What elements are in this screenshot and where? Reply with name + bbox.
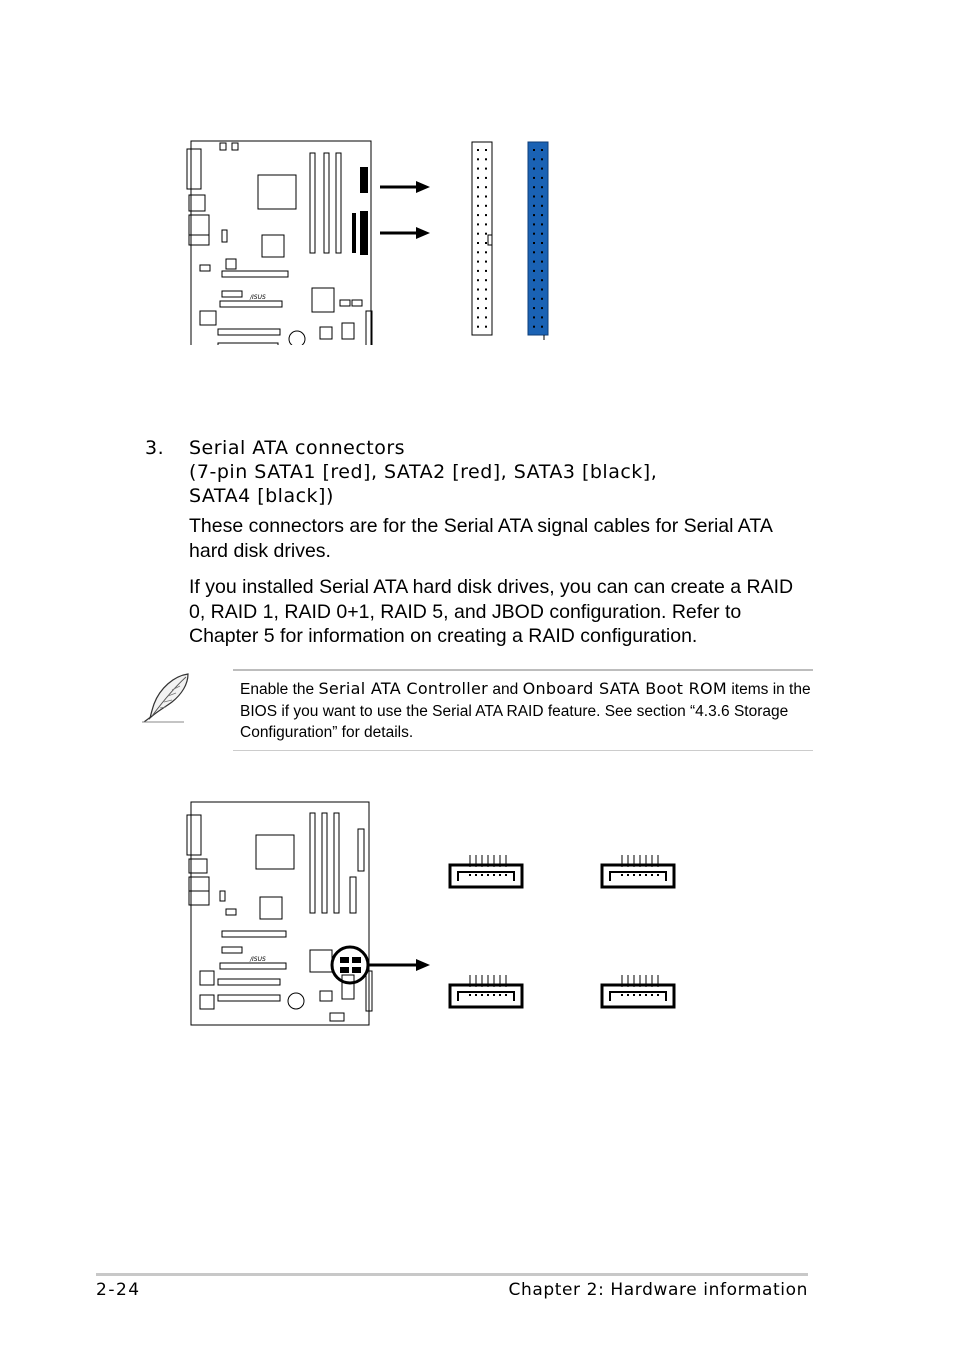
connector-pin	[533, 233, 535, 235]
feather-quill-icon	[138, 668, 196, 726]
connector-pin	[485, 168, 487, 170]
pointer-arrow-icon	[380, 181, 430, 193]
connector-pin	[485, 196, 487, 198]
connector-pin	[541, 279, 543, 281]
connector-pin	[533, 298, 535, 300]
connector-pin	[533, 279, 535, 281]
connector-pin	[485, 251, 487, 253]
connector-pin	[541, 233, 543, 235]
connector-pin	[485, 298, 487, 300]
connector-pin	[541, 158, 543, 160]
connector-pin	[485, 233, 487, 235]
connector-pin	[477, 177, 479, 179]
body-paragraph-1: These connectors are for the Serial ATA signal cables for Serial ATA hard disk drives.	[189, 515, 772, 562]
connector-pin	[485, 205, 487, 207]
connector-pin	[477, 298, 479, 300]
connector-pin	[533, 289, 535, 291]
connector-pin	[485, 326, 487, 328]
note-bottom-rule	[233, 750, 813, 751]
connector-pin	[485, 223, 487, 225]
connector-pin	[485, 177, 487, 179]
connector-pin	[533, 186, 535, 188]
page-number: 2-24	[96, 1280, 141, 1300]
connector-pin	[485, 158, 487, 160]
connector-pin	[541, 223, 543, 225]
connector-pin	[485, 316, 487, 318]
connector-pin	[477, 307, 479, 309]
connector-pin	[477, 158, 479, 160]
connector-pin	[485, 214, 487, 216]
connector-pin	[541, 326, 543, 328]
bios-item-serial-ata-controller: Serial ATA Controller	[318, 679, 489, 698]
connector-pin	[541, 261, 543, 263]
connector-pin	[533, 149, 535, 151]
note-top-rule	[233, 669, 813, 671]
footer-rule	[96, 1273, 808, 1276]
connector-pin	[533, 223, 535, 225]
connector-pin	[533, 168, 535, 170]
section-number: 3.	[145, 437, 165, 459]
connector-pin	[533, 196, 535, 198]
connector-pin	[533, 214, 535, 216]
motherboard-layout-bottom	[187, 802, 372, 1025]
section-title-line-2: (7-pin SATA1 [red], SATA2 [red], SATA3 [black],	[189, 461, 658, 483]
connector-pin	[477, 186, 479, 188]
connector-pin	[485, 279, 487, 281]
sata-port-icon	[450, 855, 522, 887]
ide-connector-white	[472, 142, 492, 335]
connector-pin	[533, 326, 535, 328]
board-logo: /ISUS	[250, 294, 266, 301]
connector-pin	[485, 307, 487, 309]
sata-port-icon	[602, 975, 674, 1007]
connector-pin	[485, 289, 487, 291]
section-title-line-3: SATA4 [black])	[189, 485, 334, 507]
ide-connector-blue	[528, 142, 548, 340]
connector-pin	[541, 307, 543, 309]
note-middle: and	[488, 681, 523, 698]
connector-pin	[485, 261, 487, 263]
connector-pin	[533, 158, 535, 160]
connector-pin	[477, 326, 479, 328]
motherboard-layout-top	[187, 141, 372, 345]
connector-pin	[541, 205, 543, 207]
connector-pin	[477, 223, 479, 225]
connector-pin	[477, 289, 479, 291]
connector-pin	[477, 251, 479, 253]
chapter-title: Chapter 2: Hardware information	[508, 1280, 808, 1300]
connector-pin	[533, 307, 535, 309]
ide-connector-figure	[180, 135, 570, 345]
connector-pin	[477, 205, 479, 207]
bios-item-onboard-sata-boot-rom: Onboard SATA Boot ROM	[522, 679, 728, 698]
connector-pin	[485, 149, 487, 151]
connector-pin	[541, 242, 543, 244]
connector-pin	[541, 298, 543, 300]
connector-pin	[477, 279, 479, 281]
connector-pin	[533, 316, 535, 318]
connector-pin	[541, 149, 543, 151]
connector-pin	[541, 316, 543, 318]
sata-connector-figure	[180, 795, 700, 1035]
sata-port-icon	[450, 975, 522, 1007]
note-text	[240, 678, 820, 744]
connector-pin	[533, 261, 535, 263]
connector-pin	[477, 316, 479, 318]
connector-pin	[533, 242, 535, 244]
connector-pin	[541, 186, 543, 188]
connector-pin	[541, 289, 543, 291]
connector-pin	[541, 177, 543, 179]
pointer-arrow-icon	[380, 227, 430, 239]
connector-pin	[533, 270, 535, 272]
connector-pin	[485, 242, 487, 244]
connector-pin	[477, 168, 479, 170]
connector-pin	[485, 270, 487, 272]
connector-pin	[541, 251, 543, 253]
connector-pin	[541, 196, 543, 198]
connector-pin	[477, 242, 479, 244]
connector-pin	[477, 214, 479, 216]
connector-pin	[485, 186, 487, 188]
connector-pin	[477, 196, 479, 198]
pointer-arrow-icon	[368, 959, 430, 971]
connector-pin	[541, 214, 543, 216]
connector-pin	[533, 251, 535, 253]
sata-port-icon	[602, 855, 674, 887]
connector-pin	[477, 233, 479, 235]
note-prefix: Enable the	[240, 681, 319, 698]
sata-highlight-circle	[332, 947, 368, 983]
connector-pin	[477, 270, 479, 272]
board-logo: /ISUS	[250, 956, 266, 963]
connector-pin	[477, 149, 479, 151]
connector-pin	[477, 261, 479, 263]
connector-pin	[533, 177, 535, 179]
note-suffix: items in the BIOS if you want to use the Serial ATA RAID feature. See section “4.3.6 Storage Configuration” for details.	[240, 681, 811, 741]
connector-pin	[533, 205, 535, 207]
body-paragraph-2: If you installed Serial ATA hard disk drives, you can can create a RAID 0, RAID 1, RAID 0+1, RAID 5, and JBOD configuration. Refer to Chapter 5 for information on creating a RAID configuration.	[189, 576, 794, 647]
connector-pin	[541, 168, 543, 170]
connector-pin	[541, 270, 543, 272]
section-title-line-1: Serial ATA connectors	[189, 437, 406, 459]
